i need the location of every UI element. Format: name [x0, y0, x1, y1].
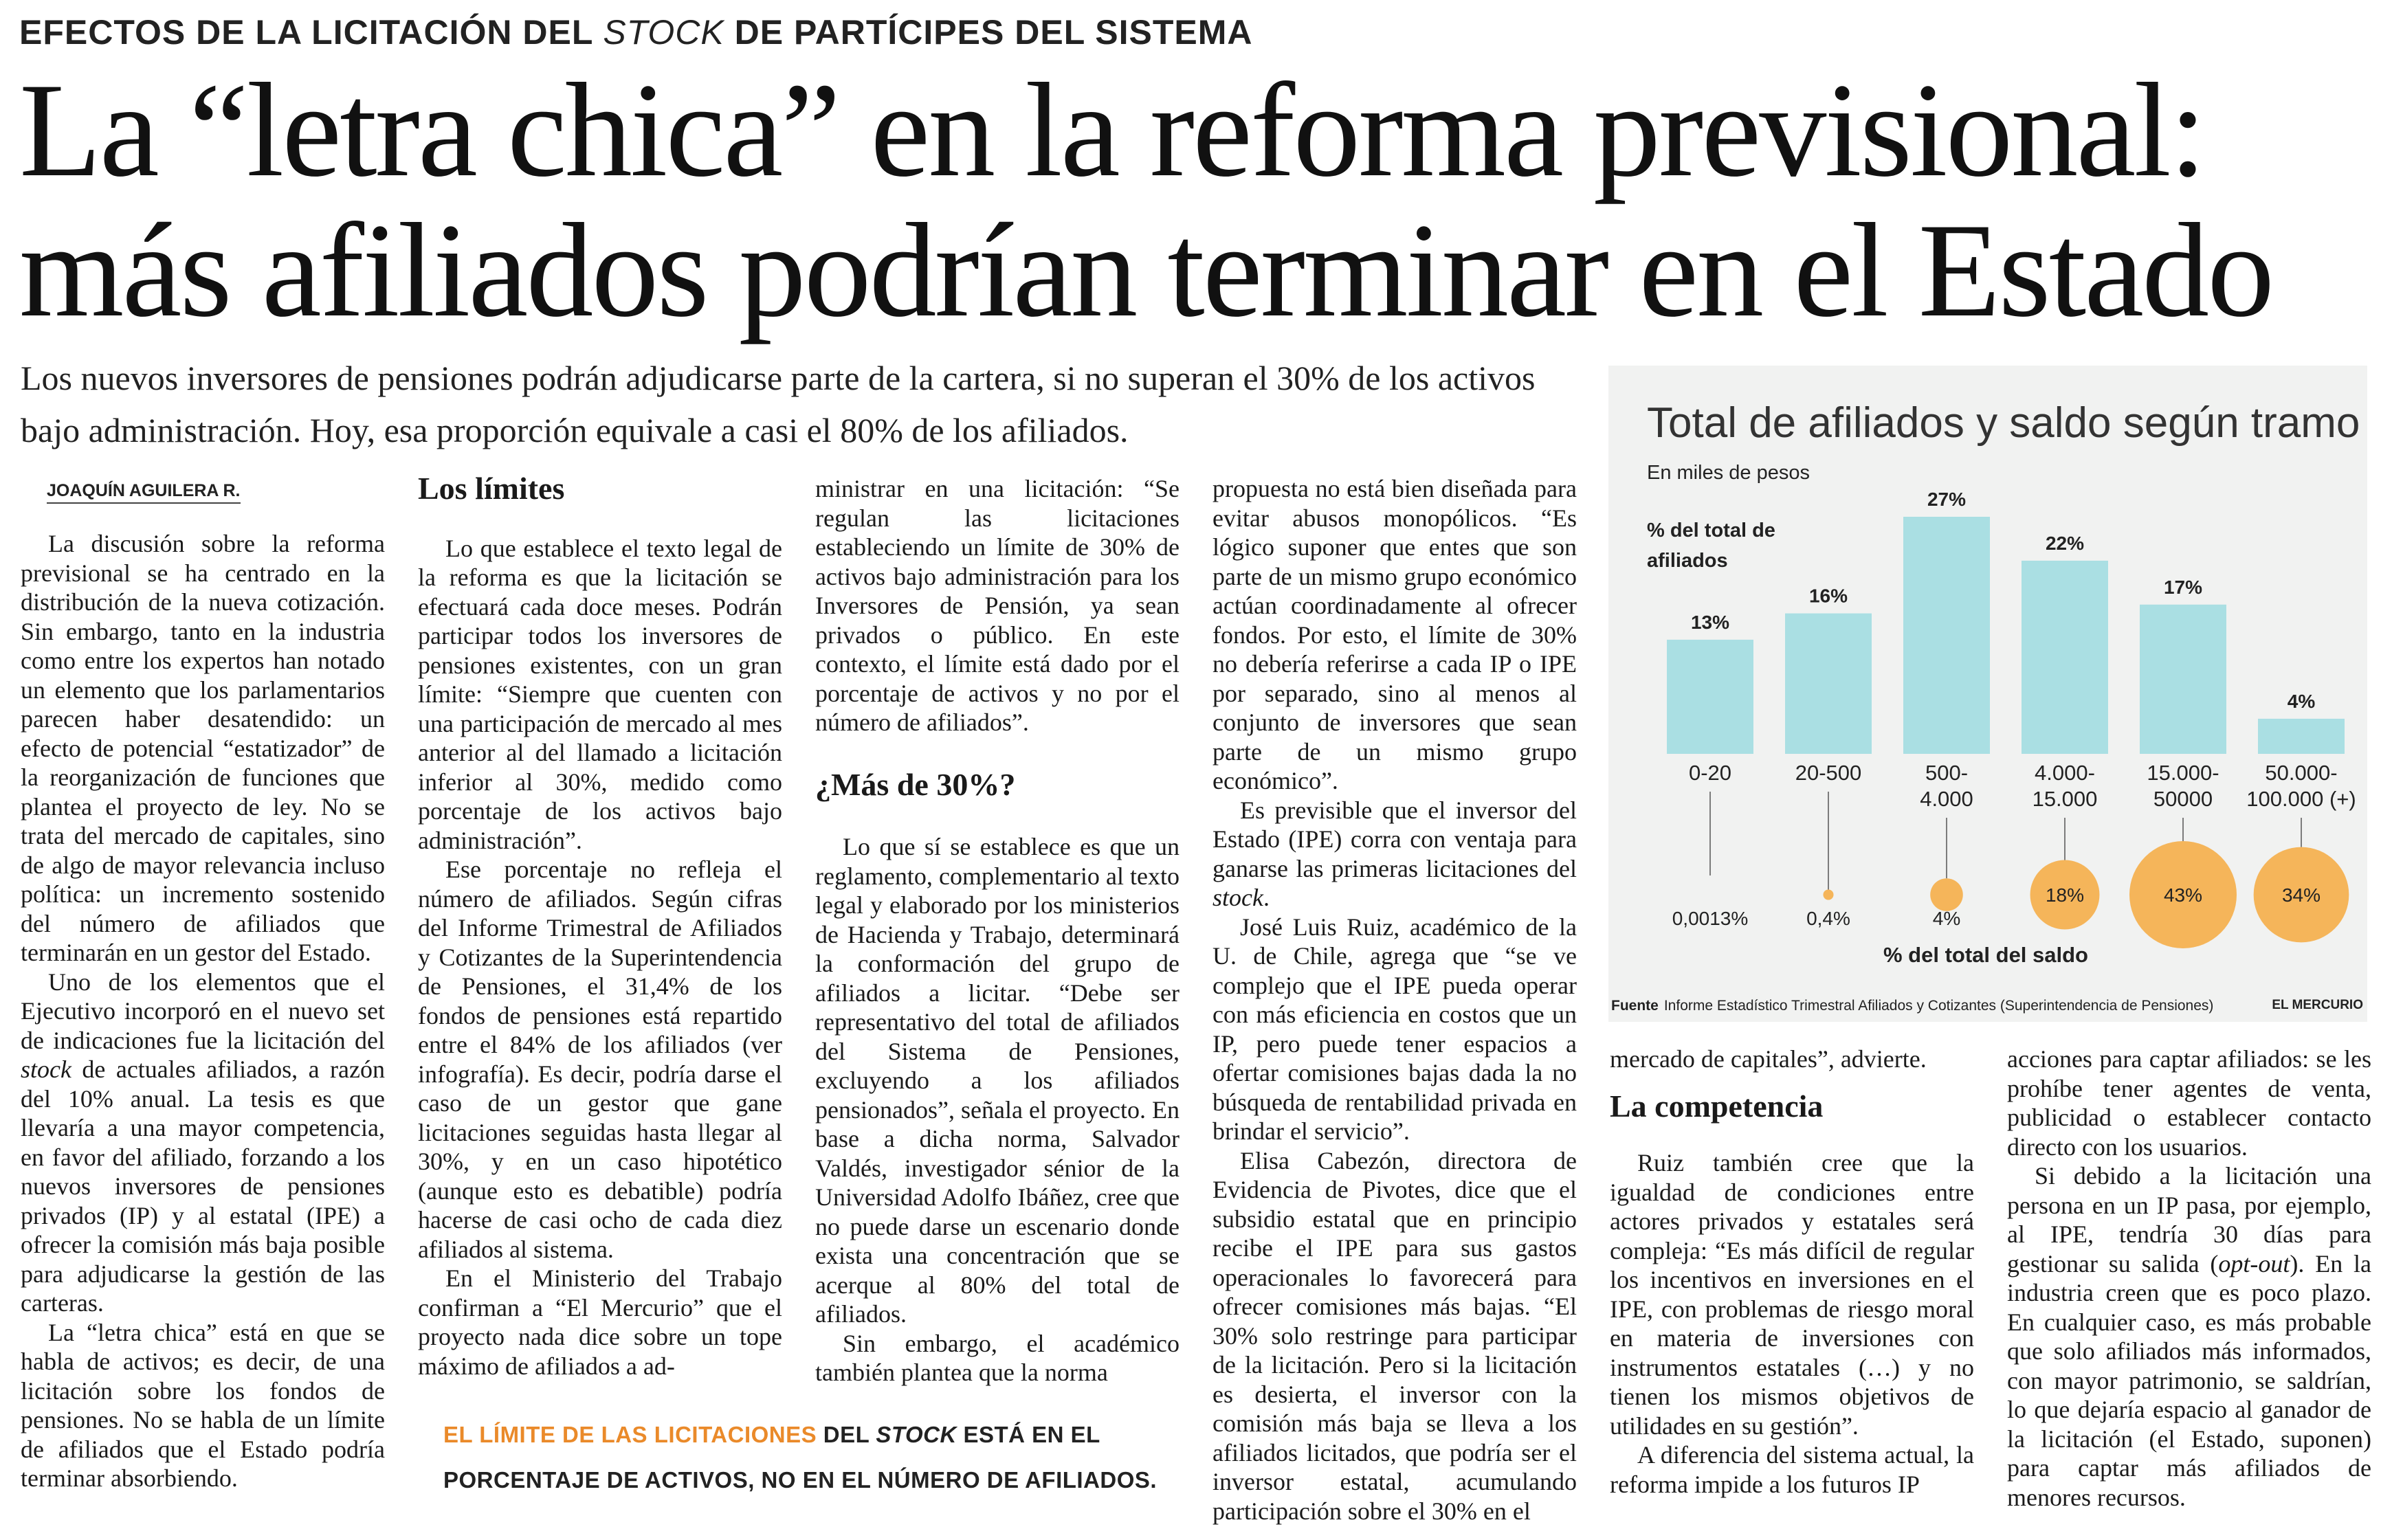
saldo-value-label: 18%: [2045, 884, 2085, 906]
paragraph: propuesta no está bien diseñada para evitar abusos monopólicos. “Es lógico suponer que entes que son parte de un mismo grupo económico actúan coordinadamente al ofrecer fondos. Por esto, el límite de 30% no debería referirse a cada IP o IPE por separado, sino al menos al conjunto de inversores que sean parte de un mismo grupo económico”.: [1212, 475, 1577, 794]
category-label: 15.000-: [2147, 761, 2219, 785]
pull-quote: EL LÍMITE DE LAS LICITACIONES DEL STOCK ESTÁ EN EL PORCENTAJE DE ACTIVOS, NO EN EL NÚMERO DE AFILIADOS.: [443, 1422, 1158, 1493]
section-heading: ¿Más de 30%?: [815, 766, 1016, 802]
paragraph: acciones para captar afiliados: se les prohíbe tener agentes de venta, publicidad o establecer contacto directo con los usuarios.: [2007, 1045, 2371, 1161]
bar-value-label: 16%: [1808, 585, 1848, 607]
saldo-bubble: [1930, 878, 1963, 911]
kicker: EFECTOS DE LA LICITACIÓN DEL STOCK DE PARTÍCIPES DEL SISTEMA: [19, 13, 1253, 52]
column-2: [418, 471, 782, 1381]
infographic-source: Fuente Informe Estadístico Trimestral Afiliados y Cotizantes (Superintendencia de Pensiones) EL MERCURIO: [1611, 998, 2363, 1014]
category-label: 0-20: [1688, 761, 1732, 785]
byline: JOAQUÍN AGUILERA R.: [47, 481, 241, 504]
paragraph: Lo que sí se establece es que un reglamento, complementario al texto legal y elaborado por los ministerios de Hacienda y Trabajo, determinará la conformación del grupo de afiliados a licitar. “Debe ser representativo del total de afiliados del Sistema de Pensiones, excluyendo a los afiliados pensionados”, señala el proyecto. En base a dicha norma, Salvador Valdés, investigador sénior de la Universidad Adolfo Ibáñez, cree que no puede darse un escenario donde exista una concentración que se acerque al 80% del total de afiliados.: [815, 833, 1180, 1328]
headline-line-1: La “letra chica” en la reforma previsional:: [19, 56, 2205, 205]
saldo-value-label: 4%: [1932, 908, 1961, 929]
category-label: 500-: [1925, 761, 1969, 785]
category-label: 4.000-: [2035, 761, 2095, 785]
paragraph: Elisa Cabezón, directora de Evidencia de Pivotes, dice que el subsidio estatal que en principio recibe el IPE para sus gastos operacionales lo favorecerá para ofrecer comisiones más bajas. “El 30% solo restringe para participar de la licitación. Pero si la licitación es desierta, el inversor con la comisión más baja se lleva a los afiliados licitados, que podría ser el inversor estatal, acumulando participación sobre el 30% en el: [1212, 1146, 1577, 1525]
paragraph: Si debido a la licitación una persona en un IP pasa, por ejemplo, al IPE, tendría 30 días para gestionar su salida (opt-out). En la industria creen que es poco plazo. En cualquier caso, es más probable que solo afiliados más informados, con mayor patrimonio, se saldrían, lo que dejaría espacio al ganador de la licitación (el Estado, suponen) para captar más afiliados de menores recursos.: [2007, 1162, 2371, 1511]
category-label: 4.000: [1920, 787, 1973, 811]
saldo-value-label: 0,0013%: [1672, 908, 1749, 929]
bar: [2022, 561, 2108, 754]
headline: [19, 56, 2356, 345]
column-1: [21, 529, 385, 1493]
section-heading: La competencia: [1610, 1088, 1824, 1124]
bar-value-label: 4%: [2287, 690, 2316, 712]
paragraph: Ruiz también cree que la igualdad de condiciones entre actores privados y estatales será compleja: “Es más difícil de regular los incentivos en inversiones en el IPE, con problemas de riesgo moral en materia de inversiones con instrumentos estatales (…) y no tienen los mismos objetivos de utilidades en su gestión”.: [1610, 1149, 1974, 1440]
paragraph: A diferencia del sistema actual, la reforma impide a los futuros IP: [1610, 1441, 1974, 1498]
paragraph: Ese porcentaje no refleja el número de afiliados. Según cifras del Informe Trimestral de Afiliados y Cotizantes de la Superintendencia de Pensiones, el 31,4% de los fondos de pensiones está repartido entre el 84% de los afiliados (ver infografía). Es decir, podría darse el caso de un gestor que gane licitaciones seguidas hasta llegar al 30%, y en un caso hipotético (aunque esto es debatible) podría hacerse de casi ocho de cada diez afiliados al sistema.: [418, 856, 782, 1263]
saldo-axis-label: % del total del saldo: [1883, 943, 2088, 967]
headline-line-2: más afiliados podrían terminar en el Estado: [19, 196, 2273, 345]
paragraph: En el Ministerio del Trabajo confirman a “El Mercurio” que el proyecto nada dice sobre un tope máximo de afiliados a ad-: [418, 1264, 782, 1380]
bar: [1667, 640, 1753, 754]
column-5: [1610, 1045, 1974, 1499]
bar: [2258, 719, 2345, 754]
bar: [1903, 517, 1990, 754]
infographic-unit: En miles de pesos: [1647, 462, 1810, 484]
bar-value-label: 13%: [1690, 611, 1730, 633]
paragraph: La discusión sobre la reforma previsional se ha centrado en la distribución de la nueva cotización. Sin embargo, tanto en la industria como entre los expertos han notado un elemento que los parlamentarios parecen haber desatendido: un efecto de potencial “estatizador” de la reorganización de funciones que plantea el proyecto de ley. No se trata del mercado de capitales, sino de algo de mayor relevancia incluso política: un incremento sostenido del número de afiliados que terminarán en un gestor del Estado.: [21, 530, 385, 966]
paragraph: La “letra chica” está en que se habla de activos; es decir, de una licitación sobre los fondos de pensiones. No se habla de un límite de afiliados que el Estado podría terminar absorbiendo.: [21, 1318, 385, 1492]
column-3: [815, 474, 1180, 1387]
bar: [2140, 605, 2226, 754]
saldo-value-label: 0,4%: [1806, 908, 1850, 929]
category-label: 15.000: [2032, 787, 2098, 811]
bar-value-label: 17%: [2163, 576, 2203, 598]
bar-bubble-chart: [1608, 366, 2367, 1022]
paragraph: Sin embargo, el académico también plantea que la norma: [815, 1329, 1180, 1386]
paragraph: mercado de capitales”, advierte.: [1610, 1045, 1927, 1073]
saldo-value-label: 34%: [2281, 884, 2321, 906]
deck: Los nuevos inversores de pensiones podrán adjudicarse parte de la cartera, si no superan el 30% de los activos bajo administración. Hoy, esa proporción equivale a casi el 80% de los afiliados.: [21, 359, 1536, 449]
paragraph: ministrar en una licitación: “Se regulan las licitaciones estableciendo un límite de 30% de activos bajo administración para los Inversores de Pensión, ya sean privados o público. En este contexto, el límite está dado por el porcentaje de activos y no por el número de afiliados”.: [815, 475, 1180, 736]
paragraph: Uno de los elementos que el Ejecutivo incorporó en el nuevo set de indicaciones fue la licitación del stock de actuales afiliados, a razón del 10% anual. La tesis es que llevaría a una mayor competencia, en favor del afiliado, forzando a los nuevos inversores de pensiones privados (IP) y al estatal (IPE) a ofrecer la comisión más baja posible para adjudicarse la gestión de las carteras.: [21, 968, 385, 1317]
saldo-bubble: [1823, 889, 1833, 900]
saldo-value-label: 43%: [2163, 884, 2203, 906]
category-label: 50.000-: [2265, 761, 2338, 785]
brand: EL MERCURIO: [2272, 998, 2363, 1012]
bar: [1785, 614, 1872, 754]
afiliados-axis-label: % del total de afiliados: [1647, 520, 1775, 572]
bar-value-label: 27%: [1927, 489, 1967, 510]
infographic: [1608, 366, 2367, 1022]
paragraph: José Luis Ruiz, académico de la U. de Chile, agrega que “se ve complejo que el IPE pueda operar con más eficiencia en costos que un IP, pero puede tener espacios a ofertar comisiones bajas dada la no búsqueda de rentabilidad privada en brindar el servicio”.: [1212, 913, 1577, 1145]
section-heading: Los límites: [418, 471, 565, 506]
category-label: 20-500: [1795, 761, 1862, 785]
column-6: [2007, 1045, 2371, 1512]
category-label: 50000: [2153, 787, 2213, 811]
paragraph: Lo que establece el texto legal de la reforma es que la licitación se efectuará cada doce meses. Podrán participar todos los inversores de pensiones existentes, con un gran límite: “Siempre que cuenten con una participación de mercado al mes anterior al del llamado a licitación inferior al 30%, medido como porcentaje de los activos bajo administración”.: [418, 534, 782, 854]
paragraph: Es previsible que el inversor del Estado (IPE) corra con ventaja para ganarse las primeras licitaciones del stock.: [1212, 796, 1577, 911]
category-label: 100.000 (+): [2246, 787, 2356, 811]
column-4: [1212, 474, 1577, 1526]
bar-value-label: 22%: [2045, 532, 2085, 554]
infographic-title: Total de afiliados y saldo según tramo: [1647, 399, 2360, 447]
